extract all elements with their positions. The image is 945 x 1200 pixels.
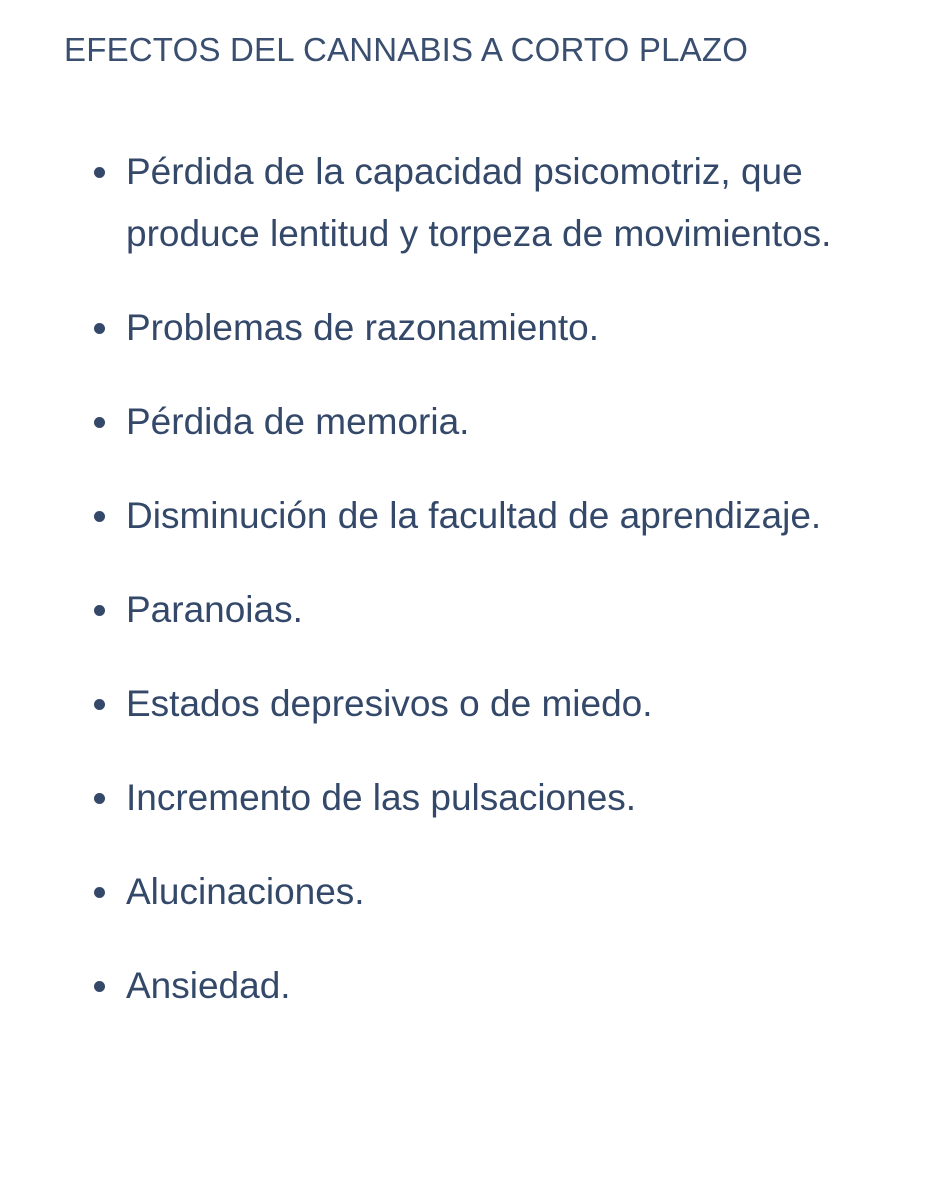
bullet-icon — [94, 605, 105, 616]
list-item — [126, 297, 886, 359]
bullet-icon — [94, 167, 105, 178]
list-item — [126, 141, 886, 265]
list-item-text: Pérdida de memoria. — [126, 401, 470, 442]
bullet-icon — [94, 793, 105, 804]
list-item-text: Ansiedad. — [126, 965, 291, 1006]
bullet-icon — [94, 981, 105, 992]
bullet-icon — [94, 887, 105, 898]
list-item-text: Estados depresivos o de miedo. — [126, 683, 653, 724]
bullet-icon — [94, 699, 105, 710]
effects-list — [126, 141, 886, 1049]
list-item — [126, 767, 886, 829]
list-item — [126, 861, 886, 923]
list-item — [126, 485, 886, 547]
bullet-icon — [94, 417, 105, 428]
list-item — [126, 955, 886, 1017]
list-item-text: Paranoias. — [126, 589, 303, 630]
list-item-text: Pérdida de la capacidad psicomotriz, que produce lentitud y torpeza de movimientos. — [126, 151, 832, 254]
list-item — [126, 579, 886, 641]
list-item-text: Incremento de las pulsaciones. — [126, 777, 637, 818]
list-item — [126, 391, 886, 453]
list-item-text: Disminución de la facultad de aprendizaje. — [126, 495, 822, 536]
page-title: EFECTOS DEL CANNABIS A CORTO PLAZO — [64, 31, 749, 68]
list-item-text: Alucinaciones. — [126, 871, 365, 912]
bullet-icon — [94, 511, 105, 522]
bullet-icon — [94, 323, 105, 334]
list-item-text: Problemas de razonamiento. — [126, 307, 600, 348]
list-item — [126, 673, 886, 735]
